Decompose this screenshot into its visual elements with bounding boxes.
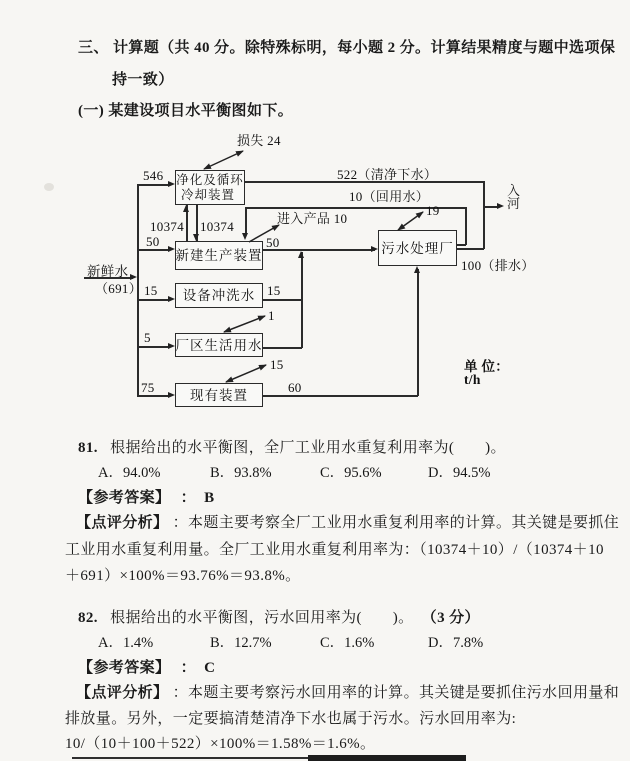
question-81 xyxy=(78,436,506,457)
product-label: 进入产品 10 xyxy=(277,211,348,226)
option-d: D．7.8% xyxy=(428,635,484,651)
question-number: 81. xyxy=(78,440,98,456)
option-a: A．1.4% xyxy=(98,635,154,651)
analysis-82-line1 xyxy=(76,681,619,702)
option-b: B．12.7% xyxy=(210,635,272,651)
box-label: 污水处理厂 xyxy=(381,240,454,256)
flow-line xyxy=(263,395,418,397)
answer-value: C xyxy=(204,660,216,676)
box-new-production-unit xyxy=(175,241,263,270)
box-label: 厂区生活用水 xyxy=(175,337,263,353)
flow-label-50-left: 50 xyxy=(146,234,160,249)
flow-label-15-right: 15 xyxy=(267,283,281,298)
flow-line xyxy=(263,249,375,251)
arrowhead-icon xyxy=(168,296,175,302)
box-label: 新建生产装置 xyxy=(175,248,263,263)
box-label: 冷却装置 xyxy=(181,187,236,202)
analysis-heading: 【点评分析】 xyxy=(76,515,169,531)
flow-label-1: 1 xyxy=(268,308,275,323)
question-82 xyxy=(78,606,480,627)
arrowhead-icon xyxy=(168,181,175,187)
analysis-text: ：本题主要考察污水回用率的计算。其关键是要抓住污水回用量和 xyxy=(172,685,620,701)
arrowhead-icon xyxy=(168,343,175,349)
answer-line-82 xyxy=(78,656,215,677)
analysis-81-line1 xyxy=(76,511,619,532)
part-intro: (一) 某建设项目水平衡图如下。 xyxy=(78,103,294,119)
flow-line xyxy=(465,207,467,245)
flow-label-19: 19 xyxy=(426,203,440,218)
analysis-82-line3: 10/（10＋100＋522）×100%＝1.58%＝1.6%。 xyxy=(65,736,376,752)
arrowhead-icon xyxy=(193,234,199,241)
analysis-82-line2: 排放量。另外，一定要搞清楚清净下水也属于污水。污水回用率为: xyxy=(65,711,517,727)
flow-label-60: 60 xyxy=(288,380,302,395)
option-c: C．1.6% xyxy=(320,635,375,651)
fresh-water-label: 新鲜水 xyxy=(87,264,129,279)
arrowhead-icon xyxy=(168,392,175,398)
box-label: 设备冲洗水 xyxy=(182,288,256,303)
scan-cutoff-bar xyxy=(308,755,466,761)
flow-label-75: 75 xyxy=(141,380,155,395)
flow-label-546: 546 xyxy=(143,168,164,183)
options-row-82 xyxy=(0,631,630,651)
section-heading-line2: 持一致） xyxy=(112,72,174,88)
question-points: （3 分） xyxy=(421,610,480,626)
flow-line xyxy=(417,269,419,396)
analysis-heading: 【点评分析】 xyxy=(76,685,169,701)
box-purification-cooling xyxy=(175,170,245,205)
answer-separator: ： xyxy=(180,660,196,676)
answer-separator: ： xyxy=(180,490,196,506)
scan-smudge xyxy=(44,183,54,191)
fresh-water-qty: （691） xyxy=(95,281,142,296)
loss-label: 损失 24 xyxy=(237,133,281,148)
loss-arrow-icon xyxy=(198,146,250,172)
option-b: B．93.8% xyxy=(210,465,272,481)
flow-line xyxy=(263,299,302,301)
analysis-text: ：本题主要考察全厂工业用水重复利用率的计算。其关键是要抓住 xyxy=(172,515,620,531)
arrowhead-icon xyxy=(414,266,420,273)
flow-line xyxy=(263,347,302,349)
river-label xyxy=(507,184,520,210)
section-heading-line1: 三、 计算题（共 40 分。除特殊标明，每小题 2 分。计算结果精度与题中选项保 xyxy=(78,40,616,56)
flow-label-50-right: 50 xyxy=(266,235,280,250)
option-a: A．94.0% xyxy=(98,465,161,481)
flow-line xyxy=(137,184,169,186)
question-number: 82. xyxy=(78,610,98,626)
flow-line xyxy=(137,346,169,348)
box-sewage-plant xyxy=(378,230,457,266)
arrowhead-icon xyxy=(371,246,378,252)
question-stem: 根据给出的水平衡图，全厂工业用水重复利用率为( )。 xyxy=(110,440,506,456)
clean-water-label: 522（清净下水） xyxy=(337,167,438,182)
arrowhead-icon xyxy=(183,205,189,212)
unit-note-label: 单 位： xyxy=(464,359,510,374)
loss-arrow-icon xyxy=(392,207,430,234)
analysis-81-line3: ＋691）×100%＝93.76%＝93.8%。 xyxy=(65,568,301,584)
arrowhead-icon xyxy=(497,203,504,209)
drain-label: 100（排水） xyxy=(461,258,535,273)
arrowhead-icon xyxy=(168,246,175,252)
answer-heading: 【参考答案】 xyxy=(78,660,171,676)
flow-label-15-loss: 15 xyxy=(270,357,284,372)
option-d: D．94.5% xyxy=(428,465,491,481)
answer-value: B xyxy=(204,490,215,506)
answer-line-81 xyxy=(78,486,215,507)
reuse-water-label: 10（回用水） xyxy=(349,189,430,204)
loss-arrow-icon xyxy=(218,311,272,336)
flow-line xyxy=(457,248,484,250)
box-label: 净化及循环 xyxy=(176,172,244,187)
box-existing-unit xyxy=(175,383,263,407)
box-living-water xyxy=(175,333,263,357)
unit-note-value: t/h xyxy=(464,372,481,387)
question-stem: 根据给出的水平衡图，污水回用率为( )。 xyxy=(110,610,414,626)
flow-label-5: 5 xyxy=(144,330,151,345)
flow-label-15-left: 15 xyxy=(144,283,158,298)
box-equipment-washing xyxy=(175,283,263,308)
flow-line xyxy=(457,244,466,246)
river-char: 入 xyxy=(507,183,521,198)
flow-line xyxy=(484,206,498,208)
river-char: 河 xyxy=(507,196,521,211)
arrowhead-icon xyxy=(298,251,304,258)
flow-line xyxy=(483,181,485,249)
options-row-81 xyxy=(0,461,630,481)
flow-line xyxy=(137,299,169,301)
option-c: C．95.6% xyxy=(320,465,382,481)
loss-arrow-icon xyxy=(220,360,273,386)
analysis-81-line2: 工业用水重复利用量。全厂工业用水重复利用率为：（10374＋10）/（10374＋10 xyxy=(65,542,604,558)
flow-label-10374-right: 10374 xyxy=(200,219,234,234)
scan-cutoff-bar xyxy=(72,757,310,759)
box-label: 现有装置 xyxy=(190,387,248,403)
flow-label-10374-left: 10374 xyxy=(150,219,184,234)
answer-heading: 【参考答案】 xyxy=(78,490,171,506)
